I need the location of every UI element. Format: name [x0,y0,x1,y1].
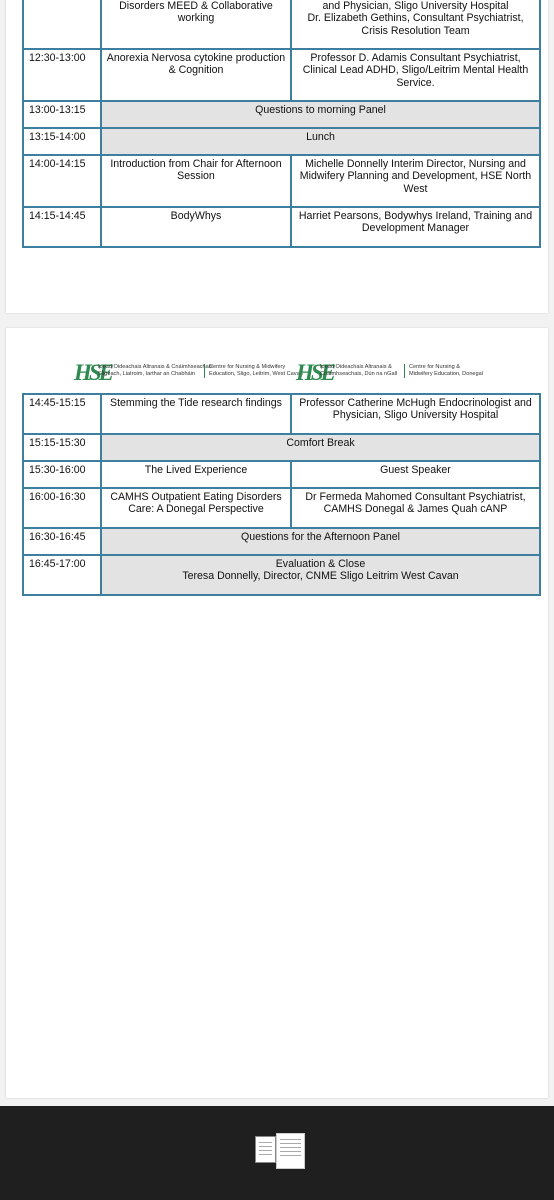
table-row [23,101,540,128]
cnme-donegal-logo [296,360,506,386]
merged-cell: Lunch [101,128,540,155]
document-page-1 [6,0,548,313]
page-thumbnail-2[interactable] [276,1133,305,1169]
hse-logo-icon: HSE [74,360,112,385]
thumbnail-line [280,1143,301,1144]
logo-line: Cnáimhseachais, Dún na nGall [320,371,398,378]
time-cell: 16:00-16:30 [23,488,101,528]
time-cell: 14:15-14:45 [23,207,101,247]
logo-line: Midwifery Education, Donegal [409,371,483,378]
merged-cell: Questions to morning Panel [101,101,540,128]
table-row [23,49,540,101]
time-cell: 14:45-15:15 [23,394,101,434]
thumbnail-line [259,1150,272,1151]
merged-text: Evaluation & Close Teresa Donnelly, Director, CNME Sligo Leitrim West Cavan [182,558,459,583]
header-logos [74,360,504,386]
merged-cell: Comfort Break [101,434,540,461]
schedule-table-page-2 [22,393,541,596]
table-row [23,155,540,207]
time-cell: 13:15-14:00 [23,128,101,155]
session-cell: Disorders MEED & Collaborative working [101,0,291,49]
thumbnail-line [259,1146,272,1147]
time-cell: 15:15-15:30 [23,434,101,461]
session-cell: Introduction from Chair for Afternoon Session [101,155,291,207]
time-cell [23,0,101,49]
session-cell: CAMHS Outpatient Eating Disorders Care: A Donegal Perspective [101,488,291,528]
time-cell: 15:30-16:00 [23,461,101,488]
bottom-toolbar [0,1106,554,1200]
table-row [23,434,540,461]
logo-irish-text [98,364,213,378]
thumbnail-line [280,1147,301,1148]
merged-cell: Questions for the Afternoon Panel [101,528,540,555]
session-cell: BodyWhys [101,207,291,247]
table-row [23,555,540,595]
logo-line: Ionad Oideachais Altranais & Cnáimhseachais [98,364,213,370]
table-row [23,461,540,488]
table-row [23,394,540,434]
table-row [23,207,540,247]
logo-english-text [404,364,483,378]
logo-line: Centre for Nursing & Midwifery [209,364,286,370]
speaker-cell: Guest Speaker [291,461,540,488]
document-page-2 [6,328,548,1098]
logo-line: Centre for Nursing & [409,364,460,370]
logo-irish-text [320,364,397,378]
schedule-body-page-1 [23,0,540,247]
table-row [23,128,540,155]
logo-english-text [204,364,303,378]
table-row [23,0,540,49]
merged-cell [101,555,540,595]
speaker-cell: Harriet Pearsons, Bodywhys Ireland, Training and Development Manager [291,207,540,247]
session-cell: Stemming the Tide research findings [101,394,291,434]
speaker-cell: Michelle Donnelly Interim Director, Nursing and Midwifery Planning and Development, HSE North West [291,155,540,207]
schedule-table-page-1 [22,0,541,248]
time-cell: 13:00-13:15 [23,101,101,128]
time-cell: 16:30-16:45 [23,528,101,555]
logo-line: Sligeach, Liatroim, Iarthar an Chabháin [98,371,196,378]
cnme-sligo-logo [74,360,303,386]
hse-logo-icon: HSE [296,360,334,385]
speaker-cell: Professor Catherine McHugh Endocrinologist and Physician, Sligo University Hospital [291,394,540,434]
speaker-cell: Dr Fermeda Mahomed Consultant Psychiatrist, CAMHS Donegal & James Quah cANP [291,488,540,528]
session-cell: The Lived Experience [101,461,291,488]
thumbnail-line [280,1151,301,1152]
speaker-cell [291,0,540,49]
thumbnail-line [280,1139,301,1140]
session-cell: Anorexia Nervosa cytokine production & Cognition [101,49,291,101]
schedule-body-page-2 [23,394,540,595]
table-row [23,488,540,528]
logo-line: Education, Sligo, Leitrim, West Cavan [209,371,303,378]
time-cell: 16:45-17:00 [23,555,101,595]
thumbnail-line [259,1154,272,1155]
table-row [23,528,540,555]
logo-line: Ionad Oideachais Altranais & [320,364,392,370]
time-cell: 12:30-13:00 [23,49,101,101]
thumbnail-line [280,1155,301,1156]
speaker-line: and Physician, Sligo University Hospital Dr. Elizabeth Gethins, Consultant Psychiatrist, Crisis Resolution Team [307,0,524,37]
page-thumbnail-1[interactable] [255,1136,276,1163]
thumbnail-line [259,1142,272,1143]
time-cell: 14:00-14:15 [23,155,101,207]
speaker-cell: Professor D. Adamis Consultant Psychiatrist, Clinical Lead ADHD, Sligo/Leitrim Mental Health Service. [291,49,540,101]
